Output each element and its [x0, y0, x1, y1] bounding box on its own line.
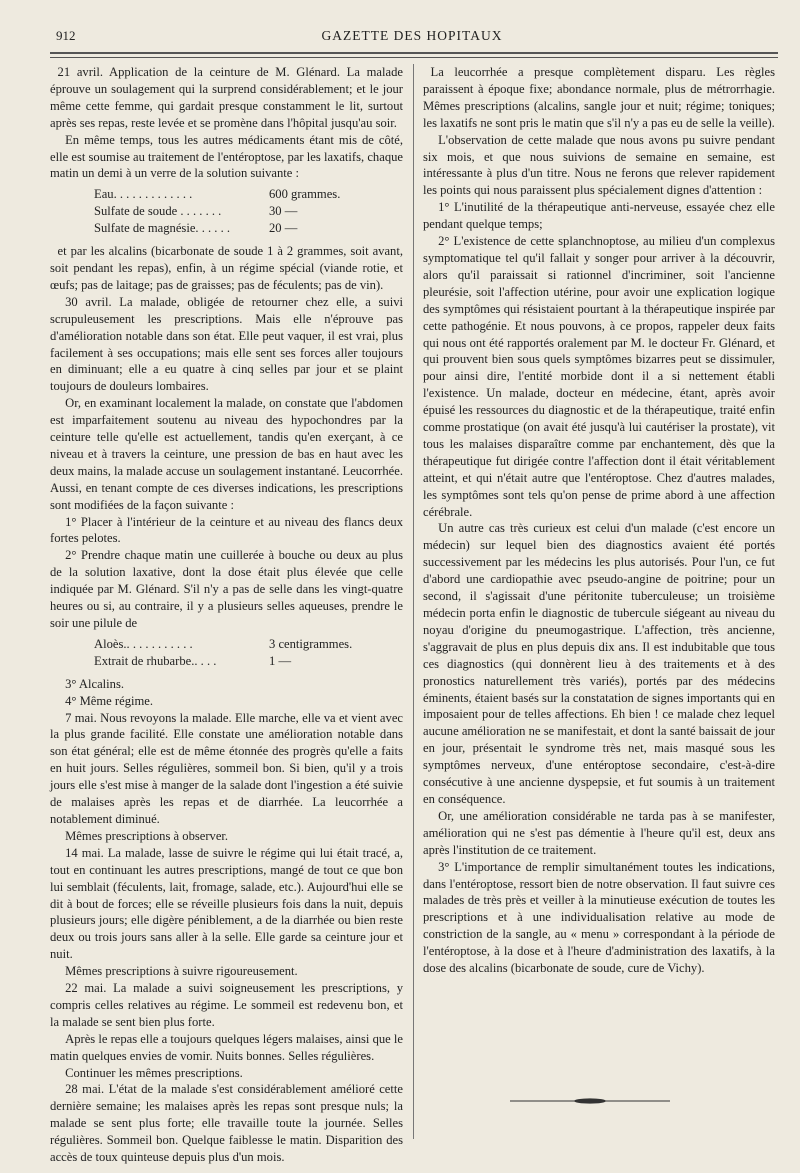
right-column — [423, 64, 775, 977]
formula-row — [50, 220, 403, 237]
paragraph: 30 avril. La malade, obligée de retourner chez elle, a suivi scrupuleusement les prescriptions. Mais elle n'éprouve pas d'amélioration notable dans son état. Elle peut vaquer, il est vrai, plus facilement à ses occupations; mais elle sent ses forces aller toujours en diminuant; elle a eu quatre à cinq selles par jour et se plaint toujours de douleurs lombaires. — [50, 294, 403, 394]
paragraph: Or, une amélioration considérable ne tarda pas à se manifester, amélioration qui ne s'est pas démentie à l'heure qu'il est, deux ans après l'institution de ce traitement. — [423, 808, 775, 857]
paragraph: 1° L'inutilité de la thérapeutique anti-nerveuse, essayée chez elle pendant quelque temps; — [423, 200, 775, 232]
paragraph: 21 avril. Application de la ceinture de M. Glénard. La malade éprouve un soulagement qui la surprend considérablement; et le jour même cette femme, qui gardait presque constamment le lit, surtout après ses repas, reste levée et se promène dans l'hôpital jusqu'au soir. — [50, 65, 403, 130]
paragraph: La leucorrhée a presque complètement disparu. Les règles paraissent à époque fixe; abondance normale, plus de métrorrhagie. Mêmes prescriptions (alcalins, sangle jour et nuit; régime; toniques; les laxatifs ne sont pris le matin que s'il n'y a pas eu de selle la veille). — [423, 65, 775, 130]
left-column — [50, 64, 403, 1166]
journal-title: GAZETTE DES HOPITAUX — [321, 28, 503, 43]
paragraph: 2° L'existence de cette splanchnoptose, au milieu d'un complexus symptomatique tel qu'il fallait y songer pour arriver à la découvrir, alors qu'il paraissait si rationnel d'incriminer, soit l'ancienne pleurésie, soit l'affection utérine, pour avoir une explication logique des symptômes qui résistaient pourtant à la thérapeutique inspirée par cette pathogénie. Et nous pouvons, à ce propos, rappeler deux faits qui nous ont été rapportés oralement par M. le docteur Fr. Glénard, et qui prouvent bien sous quels symptômes bizarres peut se dissimuler, pour ainsi dire, l'entité morbide dont il a si nettement établi l'existence. Un malade, docteur en médecine, étant, après avoir épuisé les ressources du diagnostic et de la thérapeutique, traité enfin comme prostatique (on avait été jusqu'à lui cautériser la prostate), vit tous les malaises disparaître comme par enchantement, dès que la thérapeutique fut dirigée contre l'affection dont il était véritablement atteint, et qui n'était autre que l'entéroptose. Chez d'autres malades, les symptômes sont tels qu'on pense de prime abord à une affection cérébrale. — [423, 234, 775, 519]
ingredient-name: Extrait de rhubarbe.. . . . — [94, 653, 217, 668]
paragraph: Un autre cas très curieux est celui d'un malade (c'est encore un médecin) sur lequel bien des diagnostics avaient été portés successivement par les médecins les plus autorisés. Pour l'un, ce fut d'abord une cardiopathie avec pseudo-angine de poitrine; pour un second, il s'agissait d'une péritonite tuberculeuse; un troisième médecin porta enfin le diagnostic de tubercule siégeant au niveau du noyau d'origine du pneumogastrique. L'affection, très ancienne, s'aggravait de plus en plus depuis dix ans. Il est indubitable que tous ces diagnostics (qui donnèrent lieu à des traitements et à des pronostics naturellement très variés), portés par des médecins éminents, étaient basés sur la constatation de signes importants qui en imposaient pour de telles affections. Eh bien ! ce malade chez lequel aucune amélioration ne se manifestait, et dont la santé baissait de jour en jour, présentait le syndrome très net, mais masqué sous les symptômes nerveux, d'une entéroptose secondaire, c'est-à-dire consécutive à une ancienne dyspepsie, et fut soumis à un traitement en conséquence. — [423, 521, 775, 806]
prescription-formula — [50, 186, 403, 237]
column-divider — [413, 64, 414, 1139]
ingredient-name: Sulfate de soude . . . . . . . — [94, 204, 222, 219]
paragraph: et par les alcalins (bicarbonate de soude 1 à 2 grammes, soit avant, soit pendant les repas), enfin, à un régime spécial (viande rotie, et œufs; pas de laitage; pas de graisses; pas de féculents; pas de vin). — [50, 244, 403, 292]
paragraph: 2° Prendre chaque matin une cuillerée à bouche ou deux au plus de la solution laxative, dont la dose était plus élevée que celle indiquée par M. Glénard. S'il n'y a pas de selle dans les vingt-quatre heures ou si, au contraire, il y a plusieurs selles aqueuses, prendre le soir une pilule de — [50, 548, 403, 630]
formula-row — [50, 203, 403, 220]
ingredient-quantity: 30 — — [269, 204, 298, 219]
ingredient-quantity: 20 — — [269, 221, 298, 236]
formula-row — [50, 186, 403, 203]
ingredient-name: Eau. . . . . . . . . . . . . — [94, 187, 193, 202]
pill-formula — [50, 636, 403, 670]
ingredient-quantity: 3 centigrammes. — [269, 636, 353, 651]
ingredient-quantity: 600 grammes. — [269, 187, 341, 202]
running-head — [56, 28, 768, 48]
paragraph: 22 mai. La malade a suivi soigneusement les prescriptions, y compris celles relatives au régime. Le sommeil est redevenu bon, et la malade se sent bien plus forte. — [50, 981, 403, 1029]
page-number: 912 — [56, 28, 76, 43]
ingredient-name: Sulfate de magnésie. . . . . . — [94, 221, 231, 236]
paragraph: 14 mai. La malade, lasse de suivre le régime qui lui était tracé, a, tout en continuant les autres prescriptions, mangé de tout ce que bon lui semblait (féculents, lait, fromage, salade, etc.). Aujourd'hui elle se dit à bout de forces; elle se réveille plusieurs fois dans la nuit, depuis plusieurs jours; elle digère péniblement, a de la diarrhée ou bien reste deux ou trois jours sans aller à la selle. Elle garde sa ceinture jour et nuit. — [50, 845, 403, 962]
header-rule — [50, 52, 778, 54]
paragraph: 7 mai. Nous revoyons la malade. Elle marche, elle va et vient avec la plus grande facilité. Elle constate une amélioration notable dans son état général; elle est de même étonnée des progrès qu'elle a faits en huit jours. Selles régulières, sommeil bon. Si bien, qu'il y a trois jours elle s'est mise à manger de la salade dont l'ingestion a été suivie de malaises après les repas et de diarrhée. La leucorrhée a notablement diminué. — [50, 710, 403, 826]
paragraph: 3° Alcalins. — [65, 676, 125, 691]
paragraph: 28 mai. L'état de la malade s'est considérablement amélioré cette dernière semaine; les malaises après les repas sont presque nuls; la malade se sent plus forte; elle travaille toute la journée. Selles régulières. Sommeil bon. Quelque faiblesse le matin. Disparition des accès de toux quinteuse depuis plus d'un mois. — [50, 1082, 403, 1165]
end-ornament — [510, 1097, 670, 1105]
paragraph: 1° Placer à l'intérieur de la ceinture et au niveau des flancs deux fortes pelotes. — [50, 514, 403, 546]
formula-row — [50, 636, 403, 653]
ingredient-quantity: 1 — — [269, 653, 292, 668]
formula-row — [50, 653, 403, 670]
paragraph: Mêmes prescriptions à observer. — [65, 828, 229, 843]
paragraph: 3° L'importance de remplir simultanément toutes les indications, dans l'entéroptose, ressort bien de notre observation. Il faut suivre ces malades de très près et veiller à la minutieuse exécution de toutes les prescriptions et à une individualisation relative au mode de constriction de la sangle, au « menu » correspondant à la période de l'entéroptose, à la dose et à l'heure d'administration des laxatifs, à la dose des alcalins (bicarbonate de soude, cure de Vichy). — [423, 859, 775, 976]
ingredient-name: Aloès.. . . . . . . . . . . — [94, 636, 193, 651]
paragraph: Après le repas elle a toujours quelques légers malaises, ainsi que le matin quelques envies de vomir. Nuits bonnes. Selles régulières. — [50, 1031, 403, 1063]
paragraph: 4° Même régime. — [65, 693, 154, 708]
paragraph: Continuer les mêmes prescriptions. — [65, 1065, 243, 1080]
paragraph: En même temps, tous les autres médicaments étant mis de côté, elle est soumise au traitement de l'entéroptose, par les laxatifs, chaque matin un demi à un verre de la solution suivante : — [50, 132, 403, 181]
paragraph: Or, en examinant localement la malade, on constate que l'abdomen est imparfaitement soutenu au niveau des hypochondres par la ceinture telle qu'elle est actuellement, tandis qu'en exerçant, à ce niveau et à travers la ceinture, une pression de bas en haut avec les deux mains, la malade accuse un soulagement instantané. Leucorrhée. Aussi, en tenant compte de ces diverses indications, les prescriptions sont modifiées de la façon suivante : — [50, 396, 403, 512]
header-rule-thin — [50, 57, 778, 58]
paragraph: Mêmes prescriptions à suivre rigoureusement. — [65, 964, 298, 979]
paragraph: L'observation de cette malade que nous avons pu suivre pendant six mois, et que nous suivions de semaine en semaine, est intéressante à plus d'un titre. Nous ne ferons que relever rapidement les points qui nous paraissent plus spécialement dignes d'attention : — [423, 132, 775, 198]
